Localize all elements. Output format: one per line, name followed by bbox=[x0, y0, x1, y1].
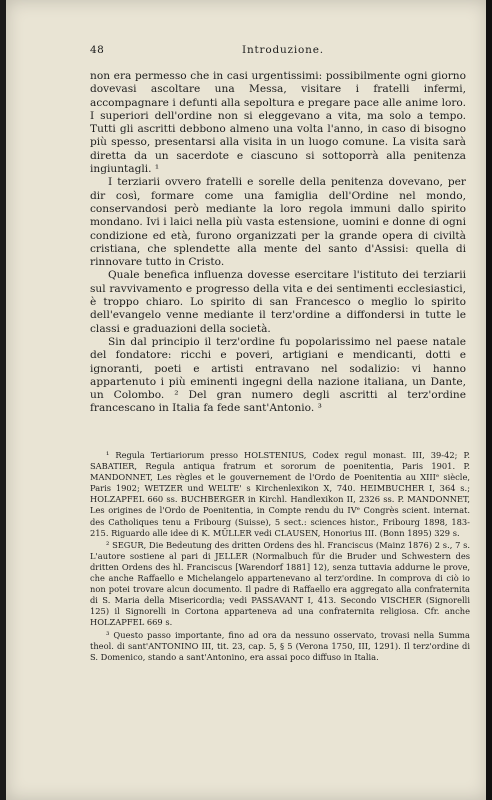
page-number: 48 bbox=[90, 44, 105, 56]
paragraph: non era permesso che in casi urgentissimi: possibilmente ogni giorno dovevasi ascoltare una Messa, visitare i fratelli infermi, accompagnare i defunti alla sepoltura e pregare pace alle anime loro. I superiori dell'ordine non si eleggevano a vita, ma solo a tempo. Tutti gli ascritti debbono almeno una volta l'anno, in caso di bisogno più spesso, presentarsi alla visita in un luogo comune. La visita sarà diretta da un sacerdote e ciascuno si sottoporrà alla penitenza ingiuntagli. ¹ bbox=[90, 70, 466, 176]
page-header bbox=[6, 44, 488, 58]
footnotes bbox=[90, 450, 470, 663]
footnote: ² SEGUR, Die Bedeutung des dritten Ordens des hl. Franciscus (Mainz 1876) 2 s., 7 s. L'autore sostiene al pari di JELLER (Normalbuch für die Bruder und Schwestern des dritten Ordens des hl. Franciscus [Warendorf 1881] 12), senza tuttavia addurne le prove, che anche Raffaello e Michelangelo appartenevano al terz'ordine. In comprova di ciò io non potei trovare alcun documento. Il padre di Raffaello era aggregato alla confraternita di S. Maria della Misericordia; vedi PASSAVANT I, 413. Secondo VISCHER (Signorelli 125) il Signorelli in Cortona apparteneva ad una confraternita religiosa. Cfr. anche HOLZAPFEL 669 s. bbox=[90, 539, 470, 628]
paragraph: I terziarii ovvero fratelli e sorelle della penitenza dovevano, per dir così, formare come una famiglia dell'Ordine nel mondo, conservandosi però mediante la loro regola immuni dallo spirito mondano. Ivi i laici nella più vasta estensione, uomini e donne di ogni condizione ed età, furono organizzati per la grande opera di civiltà cristiana, che splendette alla mente del santo d'Assisi: quella di rinnovare tutto in Cristo. bbox=[90, 176, 466, 269]
paragraph: Sin dal principio il terz'ordine fu popolarissimo nel paese natale del fondatore: ricchi e poveri, artigiani e mendicanti, dotti e ignoranti, poeti e artisti entravano nel sodalizio: vi hanno appartenuto i più eminenti ingegni della nazione italiana, un Dante, un Colombo. ² Del gran numero degli ascritti al terz'ordine francescano in Italia fa fede sant'Antonio. ³ bbox=[90, 335, 466, 415]
paragraph: Quale benefica influenza dovesse esercitare l'istituto dei terziarii sul ravvivamento e progresso della vita e dei sentimenti ecclesiastici, è troppo chiaro. Lo spirito di san Francesco o meglio lo spirito dell'evangelo venne mediante il terz'ordine a diffondersi in tutte le classi e graduazioni della società. bbox=[90, 269, 466, 335]
running-head: Introduzione. bbox=[242, 44, 324, 56]
main-text bbox=[90, 70, 466, 416]
footnote: ³ Questo passo importante, fino ad ora da nessuno osservato, trovasi nella Summa theol. di sant'ANTONINO III, tit. 23, cap. 5, § 5 (Verona 1750, III, 1291). Il terz'ordine di S. Domenico, stando a sant'Antonino, era assai poco diffuso in Italia. bbox=[90, 629, 470, 662]
book-spine-edge bbox=[486, 0, 492, 800]
book-page bbox=[6, 0, 488, 800]
footnote: ¹ Regula Tertiariorum presso HOLSTENIUS, Codex regul monast. III, 39-42; P. SABATIER, Regula antiqua fratrum et sororum de poenitentia, Paris 1901. P. MANDONNET, Les règles et le gouvernement de l'Ordo de Poenitentia au XIIIᵉ siècle, Paris 1902; WETZER und WELTE' s Kirchenlexikon X, 740. HEIMBUCHER I, 364 s.; HOLZAPFEL 660 ss. BUCHBERGER in Kirchl. Handlexikon II, 2326 ss. P. MANDONNET, Les origines de l'Ordo de Poenitentia, in Compte rendu du IVᵉ Congrès scient. internat. des Catholiques tenu a Fribourg (Suisse), 5 sect.: sciences histor., Fribourg 1898, 183-215. Riguardo alle idee di K. MÜLLER vedi CLAUSEN, Honorius III. (Bonn 1895) 329 s. bbox=[90, 450, 470, 538]
